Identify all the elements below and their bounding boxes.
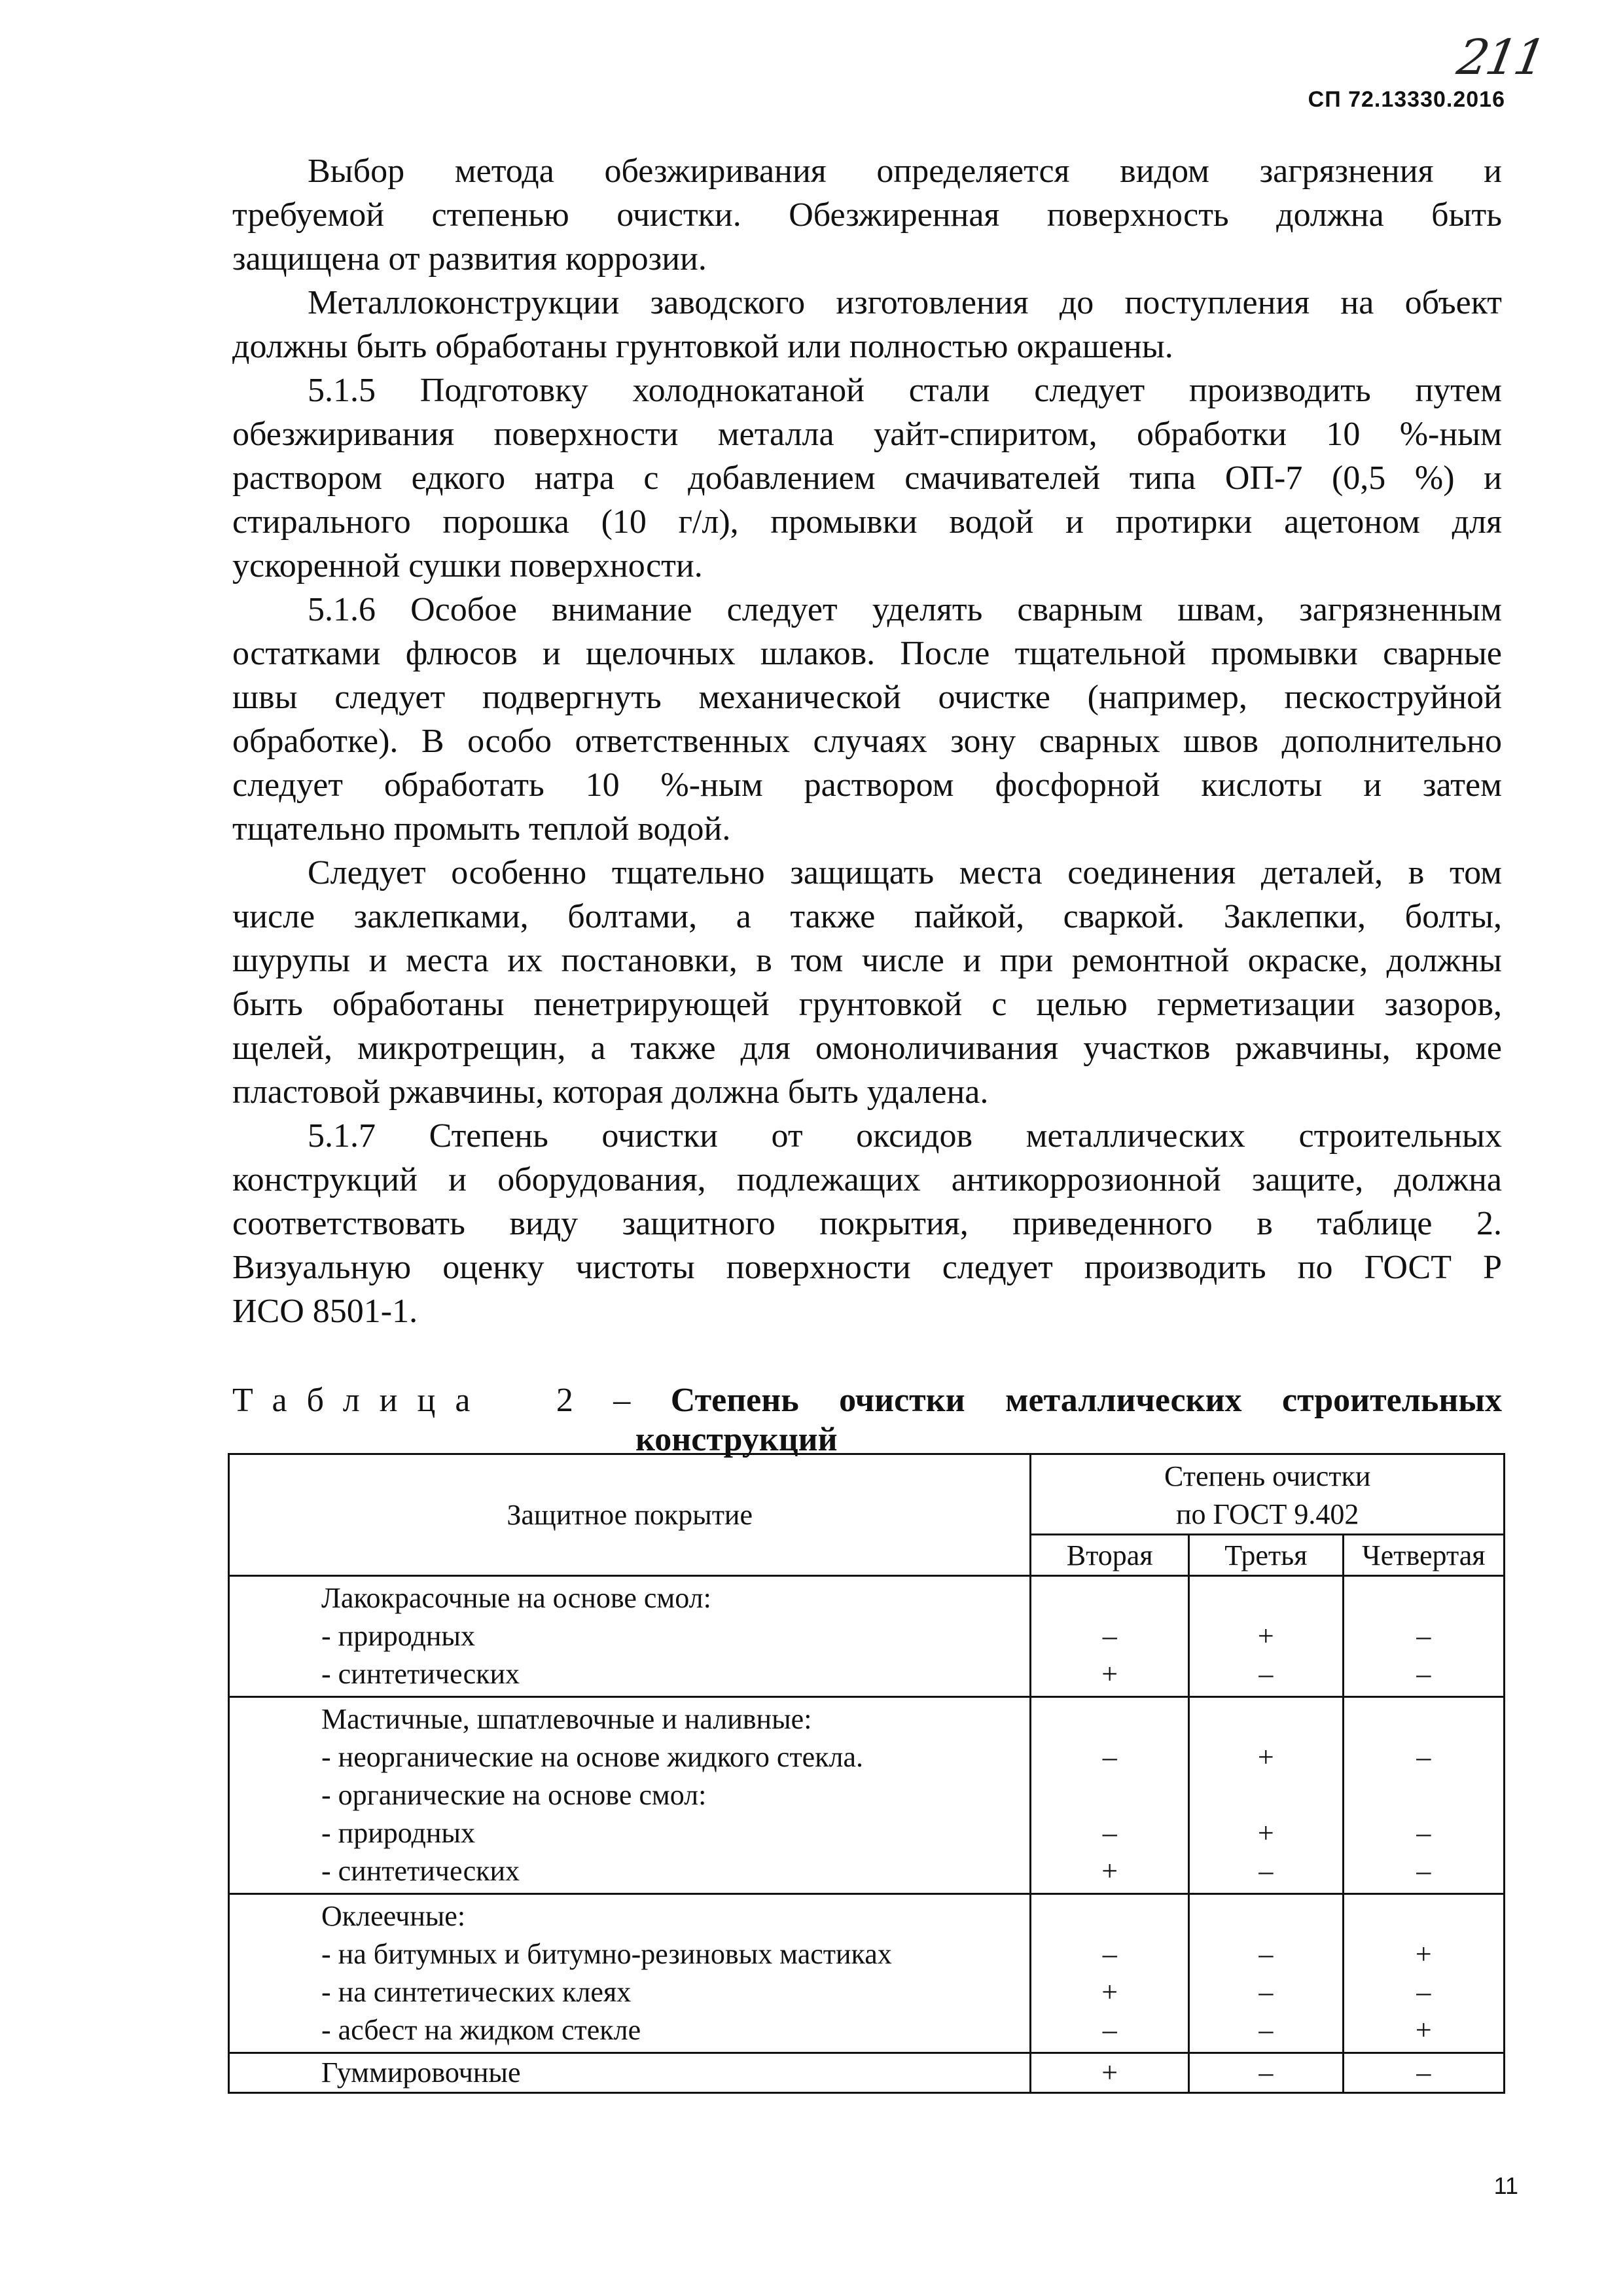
header-line: по ГОСТ 9.402 bbox=[1175, 1498, 1359, 1530]
mark: – bbox=[1258, 2056, 1274, 2089]
mark-cell bbox=[1343, 1894, 1504, 2053]
text-line: ИСО 8501-1. bbox=[232, 1293, 418, 1330]
text-line: требуемой степенью очистки. Обезжиренная поверхность должна быть bbox=[232, 196, 1502, 234]
text-line: 5.1.5 Подготовку холоднокатаной стали следует производить путем bbox=[308, 372, 1502, 409]
mark-cell bbox=[1189, 1697, 1344, 1894]
mark-cell bbox=[1189, 2053, 1344, 2093]
table-row-rubber bbox=[229, 2053, 1505, 2093]
cell-line: - органические на основе смол: bbox=[321, 1779, 707, 1811]
text-line: Выбор метода обезжиривания определяется видом загрязнения и bbox=[308, 152, 1502, 190]
cell-line: - синтетических bbox=[321, 1855, 520, 1887]
text-line: 5.1.7 Степень очистки от оксидов металлических строительных bbox=[308, 1117, 1502, 1155]
paragraph bbox=[232, 281, 1502, 368]
mark: – bbox=[1102, 1620, 1117, 1652]
mark: – bbox=[1258, 1855, 1274, 1887]
table-row-paint bbox=[229, 1576, 1505, 1697]
cell-line: - неорганические на основе жидкого стекла. bbox=[321, 1741, 864, 1773]
cell-line: Мастичные, шпатлевочные и наливные: bbox=[321, 1703, 812, 1735]
mark: – bbox=[1416, 1741, 1431, 1773]
mark bbox=[1344, 1897, 1503, 1935]
mark: + bbox=[1257, 1741, 1274, 1773]
text-line: швы следует подвергнуть механической очистке (например, пескоструйной bbox=[232, 679, 1502, 716]
table-caption-title: Степень очистки металлических строительных bbox=[670, 1382, 1502, 1419]
cell-line: - на битумных и битумно-резиновых мастиках bbox=[321, 1938, 892, 1970]
header-protective-coating: Защитное покрытие bbox=[229, 1454, 1031, 1576]
mark bbox=[1031, 1579, 1188, 1617]
coating-cell bbox=[229, 1576, 1031, 1697]
text-line: обработке). В особо ответственных случаях зону сварных швов дополнительно bbox=[232, 723, 1502, 760]
page-number: 11 bbox=[1493, 2172, 1518, 2199]
cell-line: - природных bbox=[321, 1817, 475, 1849]
coating-cell bbox=[229, 2053, 1031, 2093]
mark: + bbox=[1101, 1855, 1118, 1887]
coating-cell bbox=[229, 1697, 1031, 1894]
cell-line: Лакокрасочные на основе смол: bbox=[321, 1582, 711, 1614]
table-caption-word: Таблица bbox=[232, 1382, 490, 1419]
table-caption-line bbox=[232, 1381, 1502, 1420]
mark: – bbox=[1102, 2014, 1117, 2046]
text-line: тщательно промыть теплой водой. bbox=[232, 810, 731, 848]
text-line: стирального порошка (10 г/л), промывки водой и протирки ацетоном для bbox=[232, 503, 1502, 541]
paragraph-5-1-6 bbox=[232, 588, 1502, 851]
text-line: остатками флюсов и щелочных шлаков. После тщательной промывки сварные bbox=[232, 635, 1502, 672]
mark bbox=[1344, 1776, 1503, 1814]
header-second: Вторая bbox=[1031, 1535, 1189, 1576]
cell-line: - на синтетических клеях bbox=[321, 1976, 632, 2008]
mark bbox=[1031, 1700, 1188, 1738]
mark-cell bbox=[1031, 1894, 1189, 2053]
mark: + bbox=[1415, 1938, 1432, 1970]
text-line: пластовой ржавчины, которая должна быть удалена. bbox=[232, 1073, 989, 1111]
text-line: Визуальную оценку чистоты поверхности следует производить по ГОСТ Р bbox=[232, 1249, 1502, 1286]
body-text bbox=[232, 149, 1502, 1333]
text-line: быть обработаны пенетрирующей грунтовкой с целью герметизации зазоров, bbox=[232, 986, 1502, 1023]
mark bbox=[1190, 1579, 1342, 1617]
mark: – bbox=[1416, 1620, 1431, 1652]
text-line: числе заклепками, болтами, а также пайкой, сваркой. Заклепки, болты, bbox=[232, 898, 1502, 935]
text-line: следует обработать 10 %-ным раствором фосфорной кислоты и затем bbox=[232, 766, 1502, 804]
mark: + bbox=[1101, 2056, 1118, 2089]
document-code: СП 72.13330.2016 bbox=[1308, 87, 1505, 112]
header-fourth: Четвертая bbox=[1343, 1535, 1504, 1576]
mark-cell bbox=[1189, 1894, 1344, 2053]
mark-cell bbox=[1189, 1576, 1344, 1697]
paragraph bbox=[232, 149, 1502, 281]
mark-cell bbox=[1343, 1576, 1504, 1697]
mark-cell bbox=[1343, 1697, 1504, 1894]
table-caption bbox=[232, 1381, 1502, 1460]
mark: + bbox=[1101, 1658, 1118, 1690]
table-caption-number: 2 – bbox=[556, 1382, 631, 1419]
header-line: Степень очистки bbox=[1164, 1460, 1371, 1492]
cell-line: - асбест на жидком стекле bbox=[321, 2014, 641, 2046]
table-row-mastic bbox=[229, 1697, 1505, 1894]
coating-cell bbox=[229, 1894, 1031, 2053]
cell-line: - синтетических bbox=[321, 1658, 520, 1690]
header-cleaning-degree bbox=[1031, 1454, 1505, 1535]
text-line: соответствовать виду защитного покрытия, приведенного в таблице 2. bbox=[232, 1205, 1502, 1242]
table-caption-title-cont: конструкций bbox=[635, 1421, 838, 1458]
mark-cell bbox=[1031, 1576, 1189, 1697]
mark-cell bbox=[1031, 2053, 1189, 2093]
mark bbox=[1344, 1700, 1503, 1738]
mark: – bbox=[1416, 1855, 1431, 1887]
text-line: защищена от развития коррозии. bbox=[232, 240, 707, 278]
cell-line: - природных bbox=[321, 1620, 475, 1652]
text-line: должны быть обработаны грунтовкой или полностью окрашены. bbox=[232, 328, 1173, 365]
mark-cell bbox=[1031, 1697, 1189, 1894]
mark: – bbox=[1258, 1976, 1274, 2008]
text-line: Следует особенно тщательно защищать места соединения деталей, в том bbox=[308, 854, 1502, 891]
mark: + bbox=[1257, 1620, 1274, 1652]
text-line: раствором едкого натра с добавлением смачивателей типа ОП-7 (0,5 %) и bbox=[232, 459, 1502, 497]
paragraph-5-1-5 bbox=[232, 368, 1502, 588]
text-line: шурупы и места их постановки, в том числе и при ремонтной окраске, должны bbox=[232, 942, 1502, 979]
mark: – bbox=[1258, 1658, 1274, 1690]
paragraph bbox=[232, 851, 1502, 1114]
handwritten-page-mark: 211 bbox=[1453, 29, 1548, 86]
mark: + bbox=[1101, 1976, 1118, 2008]
mark: – bbox=[1416, 1658, 1431, 1690]
table-header-row bbox=[229, 1454, 1505, 1535]
header-third: Третья bbox=[1189, 1535, 1344, 1576]
text-line: ускоренной сушки поверхности. bbox=[232, 547, 703, 584]
paragraph-5-1-7 bbox=[232, 1114, 1502, 1333]
cell-line: Гуммировочные bbox=[321, 2056, 521, 2089]
cleaning-degree-table bbox=[228, 1453, 1505, 2094]
mark: – bbox=[1102, 1817, 1117, 1849]
table-row-adhesive bbox=[229, 1894, 1505, 2053]
text-line: конструкций и оборудования, подлежащих антикоррозионной защите, должна bbox=[232, 1161, 1502, 1198]
mark bbox=[1344, 1579, 1503, 1617]
mark bbox=[1031, 1776, 1188, 1814]
mark bbox=[1190, 1776, 1342, 1814]
mark: – bbox=[1416, 1976, 1431, 2008]
mark: – bbox=[1258, 1938, 1274, 1970]
mark: – bbox=[1102, 1938, 1117, 1970]
mark: – bbox=[1258, 2014, 1274, 2046]
mark bbox=[1190, 1897, 1342, 1935]
mark: + bbox=[1257, 1817, 1274, 1849]
mark bbox=[1190, 1700, 1342, 1738]
mark-cell bbox=[1343, 2053, 1504, 2093]
mark bbox=[1031, 1897, 1188, 1935]
mark: – bbox=[1102, 1741, 1117, 1773]
text-line: обезжиривания поверхности металла уайт-спиритом, обработки 10 %-ным bbox=[232, 416, 1502, 453]
text-line: 5.1.6 Особое внимание следует уделять сварным швам, загрязненным bbox=[308, 591, 1502, 628]
mark: – bbox=[1416, 1817, 1431, 1849]
cell-line: Оклеечные: bbox=[321, 1900, 466, 1932]
mark: + bbox=[1415, 2014, 1432, 2046]
text-line: Металлоконструкции заводского изготовления до поступления на объект bbox=[308, 284, 1502, 321]
text-line: щелей, микротрещин, а также для омоноличивания участков ржавчины, кроме bbox=[232, 1030, 1502, 1067]
mark: – bbox=[1416, 2056, 1431, 2089]
